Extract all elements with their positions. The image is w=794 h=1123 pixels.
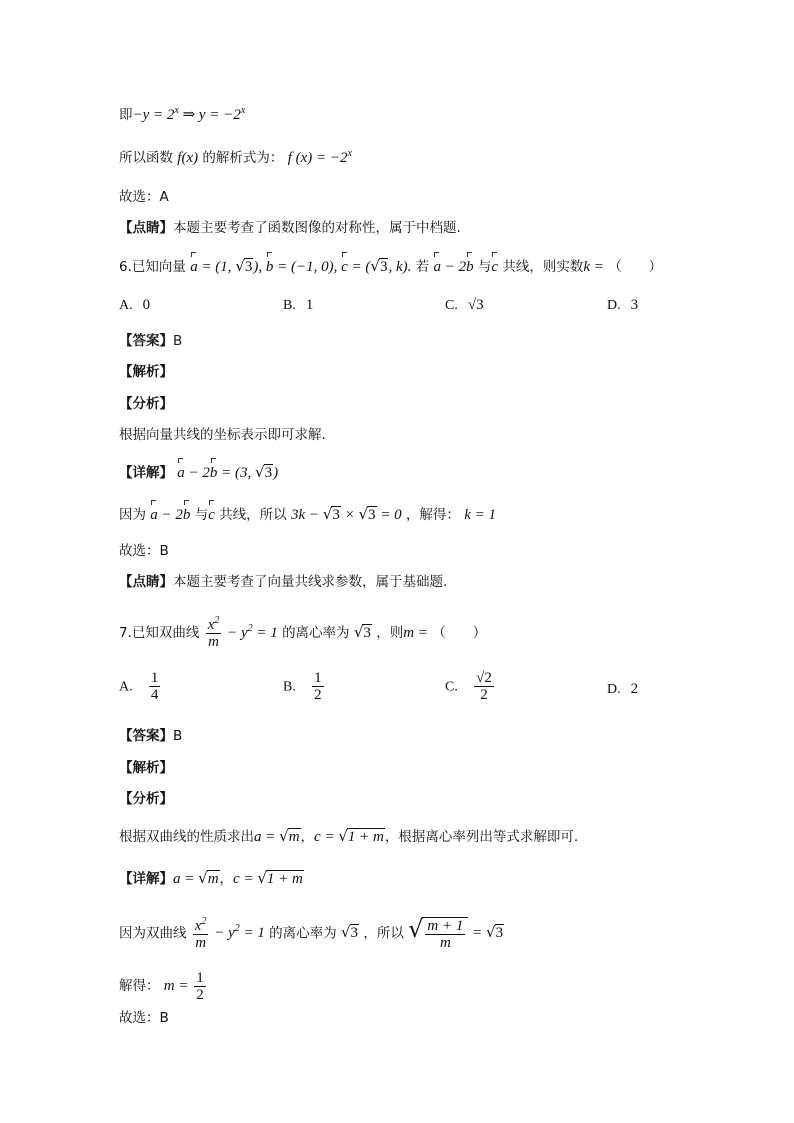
math-c-sqrt-2: c = √1 + m	[233, 869, 303, 887]
choose-6: 故选：B	[119, 543, 169, 559]
function-expression-line	[119, 148, 352, 168]
math-sqrt3: √3	[353, 622, 371, 641]
comment-line	[119, 218, 461, 238]
option-d: D. 3	[607, 297, 639, 313]
text: 共线，所以	[219, 507, 287, 523]
text: ，则	[376, 624, 404, 641]
math-fx: f(x)	[177, 150, 199, 166]
text: 即	[119, 107, 133, 123]
analysis-7: 【解析】	[119, 760, 173, 776]
text: 根据双曲线的性质求出	[119, 829, 254, 845]
math-c-sqrt: c = √1 + m	[314, 827, 384, 845]
text: 本题主要考查了函数图像的对称性，属于中档题.	[173, 220, 461, 236]
text: ，	[219, 871, 234, 887]
text: 与	[477, 259, 492, 275]
math-m-result: m = $\frac{1}{2}$	[163, 970, 204, 1003]
math-m-eq: m =	[403, 624, 428, 641]
fenxi-7-text	[119, 826, 578, 847]
analysis-6: 【解析】	[119, 364, 173, 380]
tag-dianjing-6: 【点睛】	[119, 574, 173, 590]
detail-7	[119, 868, 304, 889]
math-c-2: c	[208, 507, 215, 523]
text: （ ）	[432, 624, 487, 641]
answer-6: 【答案】B	[119, 333, 183, 349]
text: 6.已知向量	[119, 259, 186, 275]
math-sqrt3-2: √3	[340, 923, 359, 942]
text: ，	[300, 829, 315, 845]
option-a: A. 0	[119, 297, 151, 313]
option-b: B. 1	[283, 297, 314, 313]
option-d: D. 2	[607, 681, 639, 697]
fenxi-6: 【分析】	[119, 396, 173, 412]
math-hyperbola-2: $\frac{x^2}{m}$ − $y^2 = 1$	[194, 915, 265, 951]
text: 因为	[119, 507, 146, 523]
text: 的解析式为：	[202, 150, 284, 166]
tag-dianjing: 【点睛】	[119, 220, 173, 236]
text: 因为双曲线	[119, 925, 187, 942]
math-c: c	[491, 259, 499, 275]
text: 的离心率为	[269, 925, 337, 942]
text: 本题主要考查了向量共线求参数，属于基础题.	[173, 574, 448, 590]
fenxi-7: 【分析】	[119, 791, 173, 807]
math-a-minus-2b: a − 2b	[433, 259, 474, 275]
text: 若	[415, 259, 430, 275]
because-6	[119, 504, 496, 525]
math-detail6: a − 2b = (3, √3)	[177, 463, 279, 481]
text: 的离心率为	[282, 624, 350, 641]
text: ，根据离心率列出等式求解即可.	[384, 829, 579, 845]
fenxi-6-text: 根据向量共线的坐标表示即可求解.	[119, 427, 326, 443]
question-6	[119, 256, 662, 277]
tag-xiangjie: 【详解】	[119, 465, 173, 481]
option-c: C. $\frac{√2}{2}$	[445, 670, 492, 703]
math-a-sqrt-m: a = √m	[254, 827, 300, 845]
math-hyperbola: $\frac{x^2}{m}$ − $y^2 = 1$	[207, 615, 278, 650]
math-a-minus-2b-2: a − 2b	[150, 507, 191, 523]
option-a: A. $\frac{1}{4}$	[119, 670, 159, 703]
text: 所以函数	[119, 150, 173, 166]
question-7	[119, 617, 486, 650]
comment-6	[119, 572, 447, 592]
math-k-result: k = 1	[464, 507, 497, 523]
math-fx-eq: f $(x) = -2^x$	[287, 148, 352, 166]
derivation-line	[119, 105, 245, 125]
text: ，所以	[363, 925, 404, 942]
because-7	[119, 917, 504, 951]
tag-xiangjie-7: 【详解】	[119, 871, 173, 887]
text: 共线，则实数	[502, 259, 584, 275]
choose-7: 故选：B	[119, 1010, 169, 1026]
option-b: B. $\frac{1}{2}$	[283, 670, 322, 703]
math-eq1: $-y = 2^x$ ⇒ $y = -2^x$	[132, 105, 246, 123]
text: ，解得：	[405, 507, 460, 523]
answer-7: 【答案】B	[119, 728, 183, 744]
choose-line: 故选：A	[119, 189, 169, 205]
solve-7	[119, 970, 208, 1003]
math-a-sqrt-m-2: a = √m	[173, 869, 219, 887]
text: 解得：	[119, 977, 160, 994]
text: 与	[194, 507, 209, 523]
math-ecc: √ $\frac{m + 1}{m}$ = √3	[408, 915, 504, 951]
math-k-eq: k =	[583, 259, 604, 275]
detail-6	[119, 462, 278, 483]
text: 7.已知双曲线	[119, 624, 200, 641]
math-collinear6: 3k − √3 × √3 = 0	[290, 505, 402, 523]
text: （ ）	[608, 259, 663, 275]
math-vectors: a = (1, √3), b = (−1, 0), c = (√3, k).	[190, 257, 412, 275]
option-c: C. √3	[445, 297, 484, 313]
